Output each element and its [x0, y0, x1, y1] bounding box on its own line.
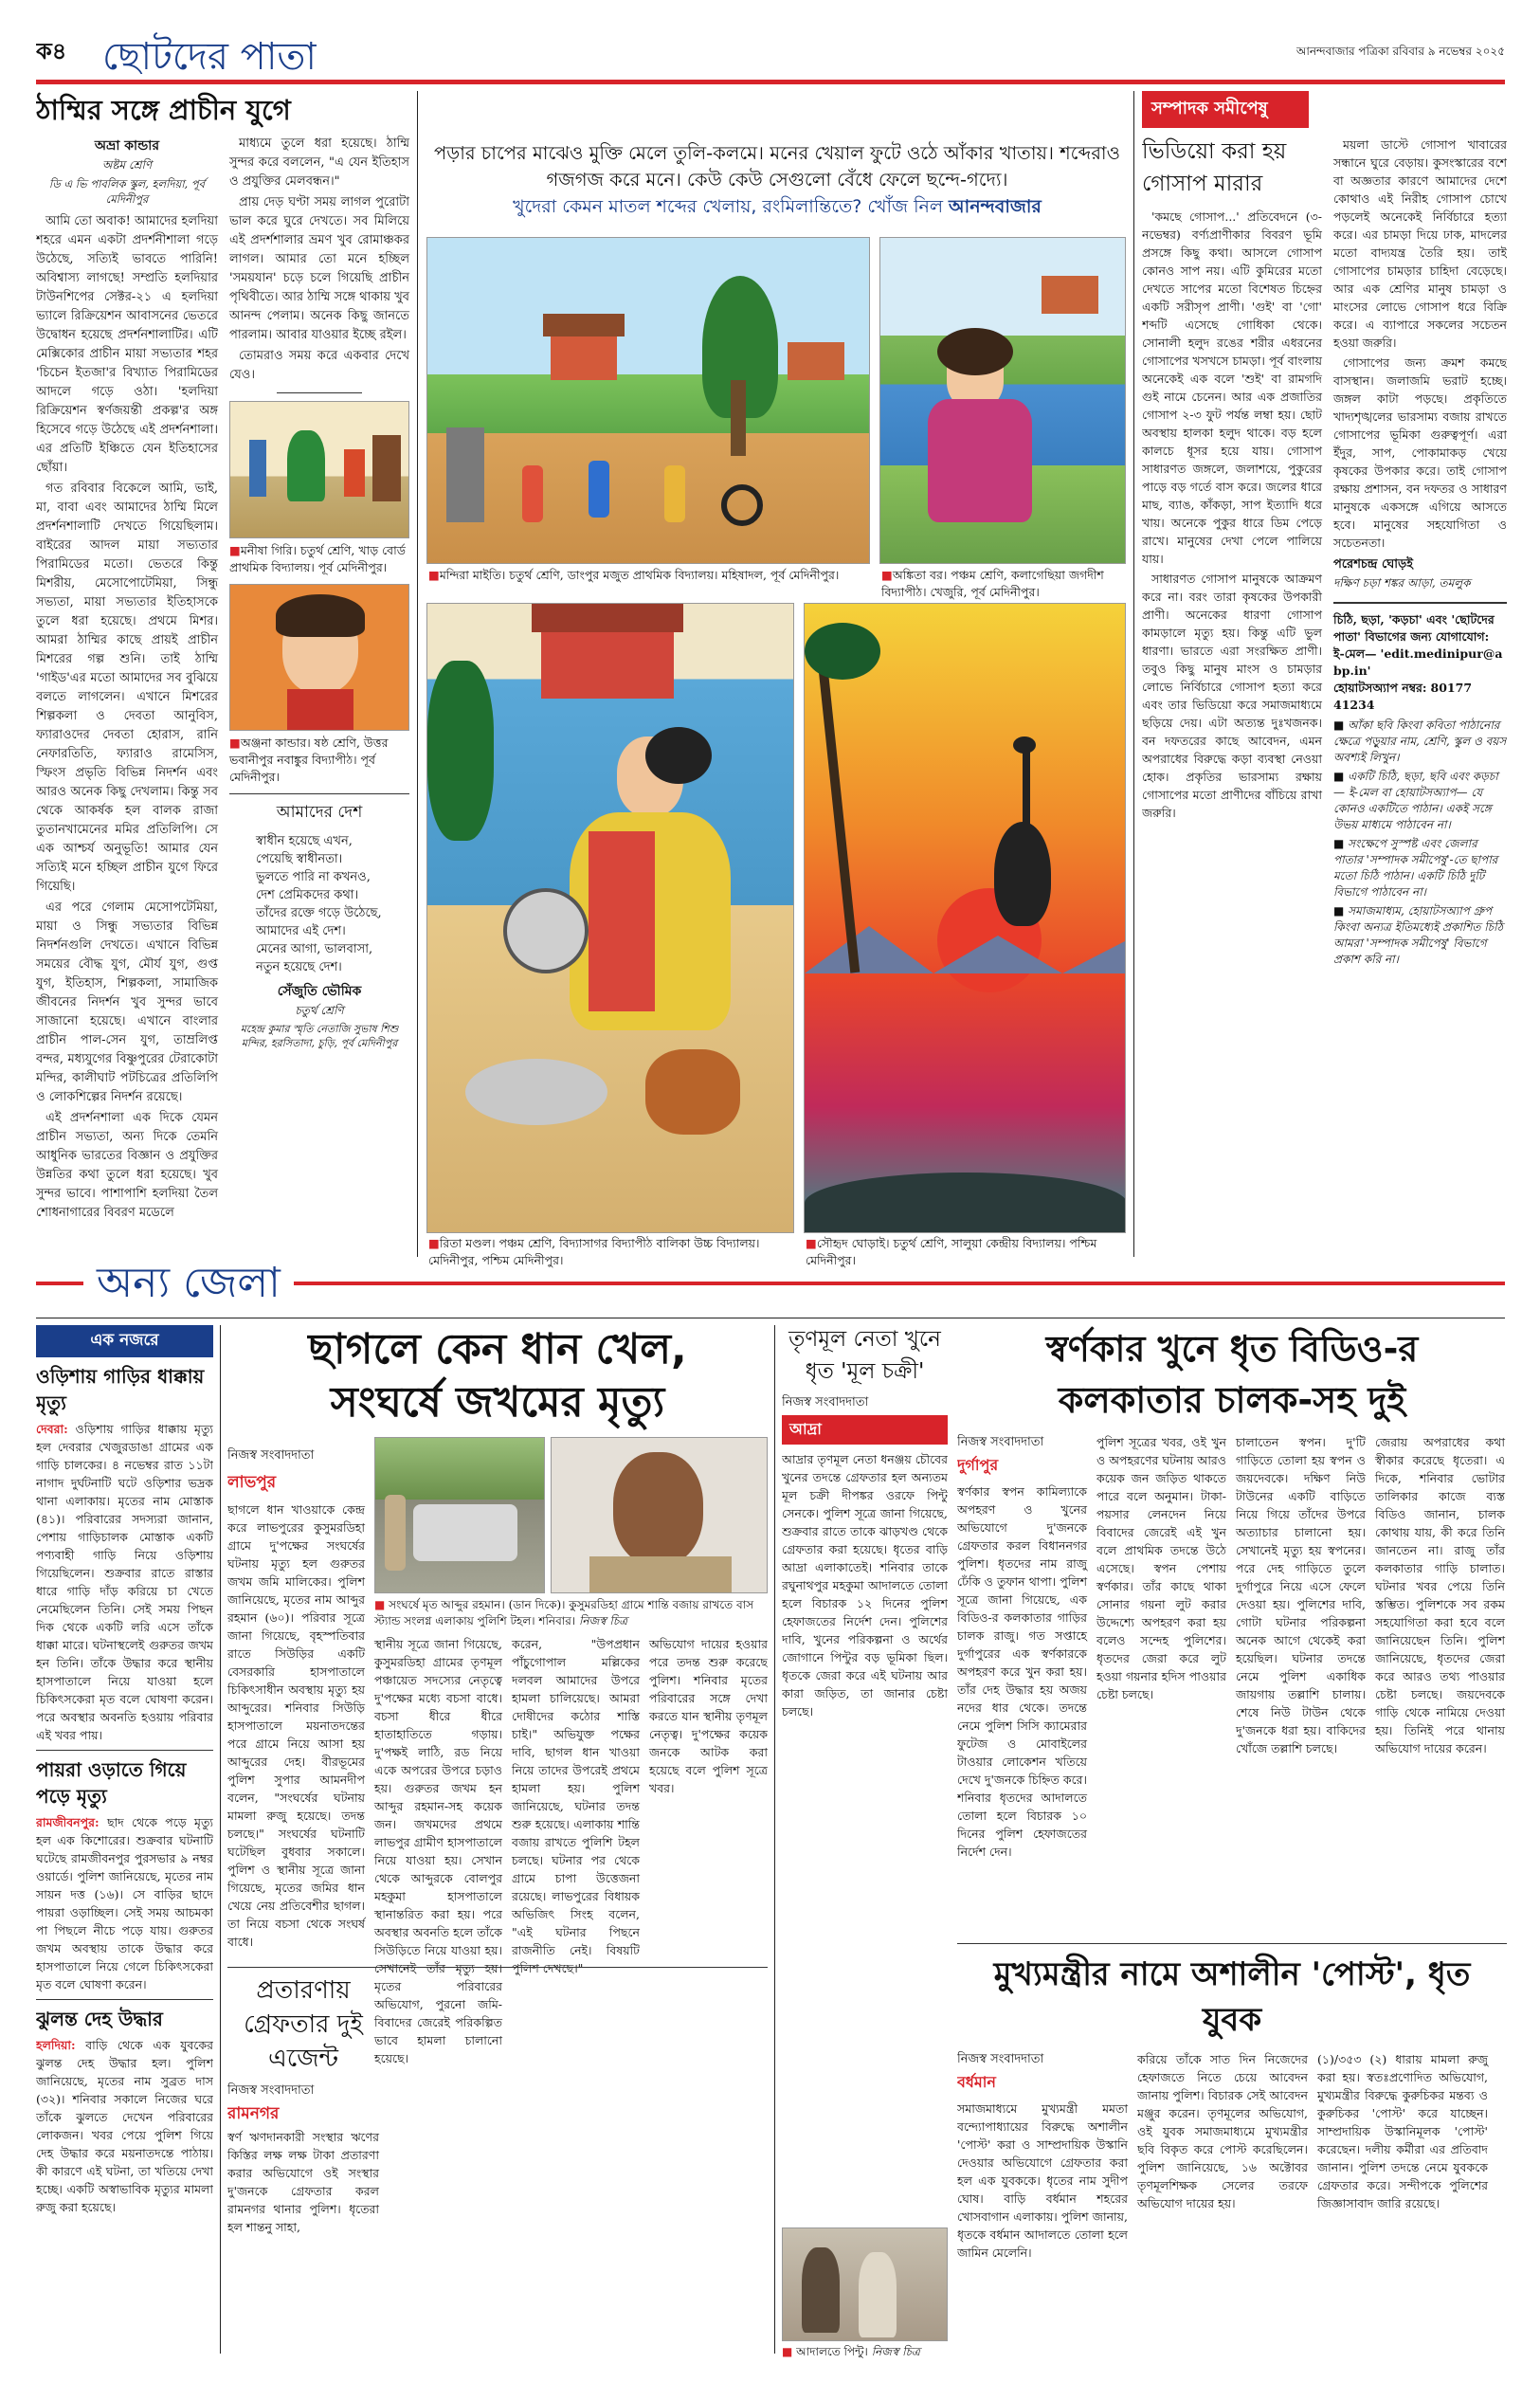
rule-item: ■ একটি চিঠি, ছড়া, ছবি এবং কড়চা— ই-মেল বা হোয়াটসঅ্যাপ— যে কোনও একটিতে পাঠান। একই সঙ্গে উভয় মাধ্যমে পাঠাবেন না। [1333, 770, 1498, 831]
trinamool-headline: তৃণমূল নেতা খুনে ধৃত 'মূল চক্রী' [788, 1327, 941, 1384]
photo-caption-text: আদালতে পিন্টু। [796, 2345, 868, 2358]
child-painting-village [229, 401, 409, 538]
photo-credit: নিজস্ব চিত্র [871, 2345, 920, 2358]
brief-body: ছাদ থেকে পড়ে মৃত্যু হল এক কিশোরের। শুক্রবার ঘটনাটি ঘটেছে রামজীবনপুর পুরসভার ৯ নম্বর ওয়ার্ডে। পুলিশ জানিয়েছে, মৃতের নাম সায়ন দত্ত (১৬)। সে বাড়ির ছাদে পায়রা ওড়াচ্ছিল। সেই সময় আচমকা পা পিছলে নীচে পড়ে যায়। গুরুতর জখম অবস্থায় তাকে উদ্ধার করে হাসপাতালে নিয়ে গেলে চিকিৎসকেরা মৃত বলে ঘোষণা করেন। [36, 1815, 213, 1991]
child-painting-portrait [229, 584, 409, 731]
rule-item: ■ সমাজমাধ্যম, হোয়াটসঅ্যাপ গ্রুপ কিংবা অন্যত্র ইতিমধ্যেই প্রকাশিত চিঠি আমরা 'সম্পাদক সমীপেষু' বিভাগে প্রকাশ করি না। [1333, 904, 1503, 966]
section2-title: অন্য জেলা [83, 1257, 294, 1310]
whatsapp-number[interactable]: 80177 41234 [1333, 681, 1473, 712]
goldsmith-body: স্বর্ণকার স্বপন কামিল্যাকে অপহরণ ও খুনের অভিযোগে দু'জনকে গ্রেফতার করল বিধাননগর পুলিশ। ধৃতদের নাম রাজু ঢেঁকি ও তুফান থাপা। পুলিশ সূত্রে জানা গিয়েছে, এক বিডিও-র কলকাতার গাড়ির চালক রাজু। গত সপ্তাহে দুর্গাপুরের এক স্বর্ণকারকে অপহরণ করে খুন করা হয়। তাঁর দেহ উদ্ধার হয় অজয় নদের ধার থেকে। তদন্তে নেমে পুলিশ সিসি ক্যামেরার ফুটেজ ও মোবাইলের টাওয়ার লোকেশন খতিয়ে দেখে দু'জনকে চিহ্নিত করে। শনিবার ধৃতদের আদালতে তোলা হলে বিচারক ১০ দিনের পুলিশ হেফাজতের নির্দেশ দেন। [957, 1484, 1087, 1859]
intro-block [426, 140, 1128, 235]
painting-caption: ■ রিতা মণ্ডল। পঞ্চম শ্রেণি, বিদ্যাসাগর বিদ্যাপীঠ বালিকা উচ্চ বিদ্যালয়। মেদিনীপুর, পশ্চিম মেদিনীপুর। [428, 1235, 796, 1269]
goldsmith-reporter: নিজস্ব সংবাদদাতা [957, 1435, 1044, 1449]
story-author-class: অষ্টম শ্রেণি [101, 158, 153, 172]
story-author: অভ্রা কান্ডার [94, 138, 160, 154]
section-title: ছোটদের পাতা [102, 35, 317, 74]
whatsapp-label: হোয়াটসঅ্যাপ নম্বর: [1333, 681, 1427, 695]
poem-line: স্বাধীন হয়েছে এখন, [256, 834, 353, 848]
header-rule [36, 80, 1505, 84]
poem-title: আমাদের দেশ [276, 803, 363, 822]
poem-author-class: চতুর্থ শ্রেণি [295, 1004, 344, 1017]
cm-dateline: বর্ধমান [957, 2073, 996, 2091]
child-painting-sunset-bird [804, 603, 1126, 1233]
brief-body: ওড়িশায় গাড়ির ধাক্কায় মৃত্যু হল দেবরার খেজুরডাঙা গ্রামের এক গাড়ি চালকের। ৪ নভেম্বর রাত ১১টা নাগাদ দুর্ঘটনাটি ঘটে ওড়িশার ভদ্রক থানা এলাকায়। মৃতের নাম মোস্তাক (৪১)। পরিবারের সদস্যরা জানান, পেশায় গাড়িচালক মোস্তাক একটি পণ্যবাহী গাড়ি নিয়ে ওড়িশায় গিয়েছিলেন। শুক্রবার রাতে রাস্তার ধারে গাড়ি দাঁড় করিয়ে চা খেতে নেমেছিলেন তিনি। সেই সময় পিছন দিক থেকে একটি লরি এসে তাঁকে ধাক্কা মারে। ঘটনাস্থলেই গুরুতর জখম হন তিনি। তাঁকে উদ্ধার করে স্থানীয় হাসপাতালে নিয়ে যাওয়া হলে চিকিৎসকেরা মৃত বলে ঘোষণা করেন। পরে অবস্থার অবনতি হওয়ায় পরিবার এই খবর পায়। [36, 1422, 213, 1742]
story-fraud [227, 1967, 768, 2358]
letter-para: সাধারণত গোসাপ মানুষকে আক্রমণ করে না। বরং তারা কৃষকের উপকারী প্রাণী। অনেকের ধারণা গোসাপ কামড়ালে মৃত্যু হয়। কিন্তু এটি ভুল ধারণা। ভারতে এরা সংরক্ষিত প্রাণী। তবুও কিছু মানুষ মাংস ও চামড়ার লোভে নির্বিচারে গোসাপ হত্যা করে এবং তার ভিডিয়ো করে সমাজমাধ্যমে ছড়িয়ে দেয়। এটা অত্যন্ত দুঃখজনক। বন দফতরের কাছে আবেদন, এমন অপরাধের বিরুদ্ধে কড়া ব্যবস্থা নেওয়া হোক। প্রকৃতির ভারসাম্য রক্ষায় গোসাপের মতো প্রাণীদের বাঁচিয়ে রাখা জরুরি। [1142, 572, 1322, 820]
goldsmith-body: পুলিশ সূত্রের খবর, ওই খুন ও অপহরণের ঘটনায় আরও কয়েক জন জড়িত থাকতে পারে বলে অনুমান। টাকা-পয়সার লেনদেন নিয়ে বিবাদের জেরেই এই খুন বলে প্রাথমিক তদন্তে উঠে এসেছে। স্বপন পেশায় স্বর্ণকার। তাঁর কাছে থাকা সোনার গয়না লুট করার উদ্দেশ্যে অপহরণ করা হয় বলেও সন্দেহ পুলিশের। ধৃতদের জেরা করে লুট হওয়া গয়নার হদিস পাওয়ার চেষ্টা চলছে। [1096, 1435, 1226, 1701]
brief-place: রামজীবনপুর: [36, 1815, 100, 1829]
story-para: আমি তো অবাক! আমাদের হলদিয়া শহরে এমন একটা প্রদর্শনীশালা গড়ে উঠেছে, সত্যিই ভাবতে পারিনি! অবিশ্বাস্য লাগছে! সম্প্রতি হলদিয়ার টাউনশিপের সেক্টর-২১ এ হলদিয়া ভ্যালে রিক্রিয়েশন আবাসনের ভেতরে উদ্বোধন হয়েছে প্রদর্শনশালাটির। এটি মেক্সিকোর প্রাচীন মায়া সভ্যতার শহর 'চিচেন ইতজা'র বিখ্যাত পিরামিডের আদলে গড়ে ওঠা। 'হলদিয়া রিক্রিয়েশন স্বর্ণজয়ন্তী প্রকল্প'র অঙ্গ হিসেবে গড়ে উঠেছে এই প্রদর্শনশালা। এর প্রতিটি ইঞ্চিতে যেন ইতিহাসের ছোঁয়া। [36, 214, 218, 475]
letter-signer-place: দক্ষিণ চড়া শঙ্কর আড়া, তমলুক [1333, 576, 1471, 590]
story-author-school: ডি এ ভি পাবলিক স্কুল, হলদিয়া, পূর্ব মেদিনীপুর [48, 177, 206, 206]
letter-para: 'কমছে গোসাপ...' প্রতিবেদনে (৩-নভেম্বর) বর্ণ্যপ্রাণীকার বিবরণ ভূমি প্রসঙ্গে কিছু কথা। আসলে গোসাপ কোনও সাপ নয়। এটি কুমিরের মতো দেখতে সাপের মতো বিশেষত চিহ্নের একটি সরীসৃপ প্রাণী। 'গুই' বা 'গো' শব্দটি এসেছে গোধিকা থেকে। সোনালী হলুদ রঙের শরীর এধরনের গোসাপের খসখসে চামড়া। পূর্ব বাংলায় অনেকেই এক বলে 'শুই' বা রামগদি গুই নামে চেনেন। আর এক প্রজাতির গোসাপ ২-৩ ফুট পর্যন্ত লম্বা হয়। ছোট অবস্থায় হালকা হলুদ থাকে। বড় হলে কালচে ধূসর হয়ে যায়। গোসাপ সাধারণত জঙ্গলে, জলাশয়ে, পুকুরের পাড়ে বড় গর্তে বাস করে। জলের ধারে মাছ, ব্যাঙ, কাঁকড়া, সাপ ইত্যাদি ধরে খায়। অনেকে পুকুর ধারে ডিম পেড়ে রাখে। মানুষের দেখা পেলে পালিয়ে যায়। [1142, 209, 1322, 566]
story-para: গত রবিবার বিকেলে আমি, ভাই, মা, বাবা এবং আমাদের ঠাম্মি মিলে প্রদর্শনশালাটি দেখতে গিয়েছিলাম। বাইরের আদল মায়া সভ্যতার পিরামিডের মতো। ভেতরে কিন্তু মিশরীয়, মেসোপোটেমিয়া, সিন্ধু সভ্যতা, মায়া সভ্যতার ইতিহাসকে তুলে ধরা হয়েছে। প্রথমে মিশর। আমরা ঠাম্মির কাছে প্রায়ই প্রাচীন মিশরের গল্প শুনি। তাই ঠাম্মি 'গাইড'এর মতো আমাদের সব বুঝিয়ে বলতে লাগলেন। এখানে মিশরের শিল্পকলা ও দেবতা আনুবিস, ফ্যারাওদের দেবতা হোরাস, রানি নেফারতিতি, ফ্যারাও রামেসিস, স্ফিংস প্রভৃতি বিভিন্ন নিদর্শন এবং আরও অনেক কিছু দেখলাম। কিন্তু সব থেকে আকর্ষক হল বালক রাজা তুতানখামেনের মমির প্রতিলিপি। সে এক আশ্চর্য অনুভূতি! আমার যেন সত্যিই মনে হচ্ছিল প্রাচীন যুগে ফিরে গিয়েছি। [36, 482, 218, 894]
photo-victim [551, 1437, 768, 1593]
goldsmith-body: জেরায় অপরাধের কথা স্বীকার করেছে ধৃতেরা। এ দিকে, শনিবার ভোটার তালিকার কাজে ব্যস্ত বিডিও জানান, চালক কোথায় যায়, কী করে তিনি জানতেন না। রাজু তাঁর কলকাতার গাড়ি চালাত। ঘটনার খবর পেয়ে তিনি স্তম্ভিত। পুলিশকে সব রকম সহযোগিতা করা হবে বলে জানিয়েছেন তিনি। পুলিশ জানিয়েছে, ধৃতদের জেরা করে আরও তথ্য পাওয়ার চেষ্টা চলছে। জয়দেবকে গাড়ি থেকে নামিয়ে দেওয়া হয়। তিনিই পরে থানায় অভিযোগ দায়ের করেন। [1375, 1435, 1505, 1755]
photo-caption: সংঘর্ষে মৃত আব্দুর রহমান। (ডান দিকে)। কুসুমরডিহা গ্রামে শান্তি বজায় রাখতে বাস স্ট্যান্ড সংলগ্ন এলাকায় পুলিশি টহল। শনিবার। [374, 1598, 754, 1627]
brief-headline: ওড়িশায় গাড়ির ধাক্কায় মৃত্যু [36, 1365, 205, 1414]
poem-line: দেশ প্রেমিকদের কথা। [256, 888, 359, 902]
poem-author: সেঁজুতি ভৌমিক [277, 984, 362, 999]
goat-body: ছাগলে ধান খাওয়াকে কেন্দ্র করে লাভপুরের কুসুমরডিহা গ্রামে দু'পক্ষের সংঘর্ষের ঘটনায় মৃত্যু হল গুরুতর জখম জমি মালিকের। পুলিশ জানিয়েছে, মৃতের নাম আব্দুর রহমান (৬০)। পরিবার সূত্রে জানা গিয়েছে, বৃহস্পতিবার রাতে সিউড়ির একটি বেসরকারি হাসপাতালে চিকিৎসাধীন অবস্থায় মৃত্যু হয় আব্দুরের। শনিবার সিউড়ি হাসপাতালে ময়নাতদন্তের পরে গ্রামে নিয়ে আসা হয় আব্দুরের দেহ। বীরভূমের পুলিশ সুপার আমনদীপ বলেন, "সংঘর্ষের ঘটনায় মামলা রুজু হয়েছে। তদন্ত চলছে।" সংঘর্ষের ঘটনাটি ঘটেছিল বুধবার সকালে। পুলিশ ও স্থানীয় সূত্রে জানা গিয়েছে, মৃতের জমির ধান খেয়ে নেয় প্রতিবেশীর ছাগল। তা নিয়ে বচসা থেকে সংঘর্ষ বাধে। [227, 1502, 365, 1949]
poem-line: মেনের আগা, ভালবাসা, [256, 942, 373, 956]
cm-body: (১)/৩৫৩ (২) ধারায় মামলা রুজু করা হয়। স্বতঃপ্রণোদিত অভিযোগ, মুখ্যমন্ত্রীর বিরুদ্ধে কুরুচিকর মন্তব্য ও কুরুচিকর 'পোস্ট' করে যাচ্ছেন। সাম্প্রদায়িক উস্কানিমূলক 'পোস্ট' করেছেন। দলীয় কর্মীরা এর প্রতিবাদ জানান। পুলিশ তদন্তে নেমে যুবককে গ্রেফতার করে। সন্দীপকে পুলিশের জিজ্ঞাসাবাদ জারি রয়েছে। [1317, 2052, 1488, 2210]
fraud-dateline: রামনগর [227, 2104, 280, 2123]
story-para: তোমরাও সময় করে একবার দেখে যেও। [229, 349, 409, 382]
photo-police-patrol [374, 1437, 545, 1593]
story-goldsmith [957, 1323, 1507, 1939]
intro-text: পড়ার চাপের মাঝেও মুক্তি মেলে তুলি-কলমে। মনের খেয়াল ফুটে ওঠে আঁকার খাতায়। শব্দেরাও গজগজ করে মনে। কেউ কেউ সেগুলো বেঁধে ফেলে ছন্দে-গদ্যে। [434, 142, 1120, 191]
ek-nojore [36, 1325, 213, 2358]
paper-dateline: আনন্দবাজার পত্রিকা রবিবার ৯ নভেম্বর ২০২৫ [1295, 45, 1505, 58]
column-divider [774, 1325, 775, 2354]
painting-caption: ■ মনীষা গিরি। চতুর্থ শ্রেণি, খাড় বোর্ড প্রাথমিক বিদ্যালয়। পূর্ব মেদিনীপুর। [229, 542, 409, 576]
rule-item: ■ সংক্ষেপে সুস্পষ্ট এবং জেলার পাতার 'সম্পাদক সমীপেষু'-তে ছাপার মতো চিঠি পাঠান। একটি চিঠি দুটি বিভাগে পাঠাবেন না। [1333, 837, 1498, 899]
intro-brand: আনন্দবাজার [949, 196, 1042, 217]
letter-signer: পরেশচন্দ্র ঘোড়ই [1333, 557, 1414, 572]
painting-caption: ■ সৌহৃদ ঘোড়াই। চতুর্থ শ্রেণি, সালুয়া কেন্দ্রীয় বিদ্যালয়। পশ্চিম মেদিনীপুর। [806, 1235, 1126, 1269]
fraud-headline: প্রতারণায় গ্রেফতার দুই এজেন্ট [244, 1976, 363, 2073]
story-ancient [36, 91, 410, 1262]
intro-subline: খুদেরা কেমন মাতল শব্দের খেলায়, রংমিলান্তিতে? খোঁজ নিল [513, 196, 950, 217]
poem-line: তাঁদের রক্তে গড়ে উঠেছে, [256, 906, 382, 920]
painting-caption: ■ অঞ্জনা কান্ডার। ষষ্ঠ শ্রেণি, উত্তর ভবানীপুর নবাঙ্কুর বিদ্যাপীঠ। পূর্ব মেদিনীপুর। [229, 735, 409, 786]
painting-caption: ■ মন্দিরা মাইতি। চতুর্থ শ্রেণি, ডাংপুর মজুত প্রাথমিক বিদ্যালয়। মহিষাদল, পূর্ব মেদিনীপুর। [428, 567, 874, 584]
column-divider [1133, 91, 1134, 1257]
email-label: ই-মেল— [1333, 646, 1377, 661]
goldsmith-dateline: দুর্গাপুর [957, 1456, 999, 1474]
story-para: মাধ্যমে তুলে ধরা হয়েছে। ঠাম্মি সুন্দর করে বললেন, "এ যেন ইতিহাস ও প্রযুক্তির মেলবন্ধন।" [229, 136, 409, 189]
cm-body: করিয়ে তাঁকে সাত দিন নিজেদের হেফাজতে নিতে চেয়ে আবেদন জানায় পুলিশ। বিচারক সেই আবেদন মঞ্জুর করেন। তৃণমূলের অভিযোগ, ওই যুবক সমাজমাধ্যমে মুখ্যমন্ত্রীর ছবি বিকৃত করে পোস্ট করেছিলেন। পুলিশ জানিয়েছে, ১৬ অক্টোবর তৃণমূলশিক্ষক সেলের তরফে অভিযোগ দায়ের হয়। [1137, 2052, 1308, 2210]
submission-rules [1333, 718, 1507, 968]
cm-body: সমাজমাধ্যমে মুখ্যমন্ত্রী মমতা বন্দ্যোপাধ্যায়ের বিরুদ্ধে অশালীন 'পোস্ট' করা ও সাম্প্রদায়িক উস্কানি দেওয়ার অভিযোগে গ্রেফতার করা হল এক যুবককে। ধৃতের নাম সুদীপ ঘোষ। বাড়ি বর্ধমান শহরের খোসবাগান এলাকায়। পুলিশ জানায়, ধৃতকে বর্ধমান আদালতে তোলা হলে জামিন মেলেনি। [957, 2101, 1128, 2260]
editor-label: সম্পাদক সমীপেষু [1142, 91, 1309, 128]
poem-author-school: মহেন্দ্র কুমার স্মৃতি নেতাজি সুভাষ শিশু মন্দির, হরসিতাদা, চুড়ি, পূর্ব মেদিনীপুর [240, 1023, 399, 1049]
fraud-body: স্বর্ণ ঋণদানকারী সংস্থার ঋণের কিস্তির লক্ষ লক্ষ টাকা প্রতারণা করার অভিযোগে ওই সংস্থার দু'জনকে গ্রেফতার করল রামনগর থানার পুলিশ। ধৃতেরা হল শান্তনু সাহা, [227, 2130, 379, 2234]
rule-item: ■ আঁকা ছবি কিংবা কবিতা পাঠানোর ক্ষেত্রে পড়ুয়ার নাম, শ্রেণি, স্কুল ও বয়স অবশ্যই লিখুন। [1333, 718, 1507, 764]
letter-title: ভিডিয়ো করা হয় গোসাপ মারার [1142, 139, 1287, 196]
goat-body: করেন, "উপপ্রধান পাঁচুগোপাল মল্লিকের দলবল আমাদের উপরে হামলা চালিয়েছে। আমরা দোষীদের কঠোর শাস্তি চাই।" অভিযুক্ত পক্ষের দাবি, ছাগল ধান খাওয়া নিয়ে তাদের উপরেই প্রথমে হামলা হয়। পুলিশ জানিয়েছে, ঘটনার তদন্ত শুরু হয়েছে। এলাকায় শান্তি বজায় রাখতে পুলিশি টহল চলছে। ঘটনার পর থেকে গ্রামে চাপা উত্তেজনা রয়েছে। লাভপুরের বিধায়ক অভিজিৎ সিংহ বলেন, "এই ঘটনার পিছনে রাজনীতি নেই। বিষয়টি পুলিশ দেখছে।" [512, 1637, 640, 1975]
story-para: এই প্রদর্শনশালা এক দিকে যেমন প্রাচীন সভ্যতা, অন্য দিকে তেমনি আধুনিক ভারতের বিজ্ঞান ও প্রযুক্তির উন্নতির কথা তুলে ধরা হয়েছে। খুব সুন্দর ভাবে। পাশাপাশি হলদিয়া তৈল শোধনাগারের বিবরণ মডেলে [36, 1111, 218, 1220]
letter-para: গোসাপের জন্য ক্রমশ কমছে বাসস্থান। জলাজমি ভরাট হচ্ছে। জঙ্গল কাটা পড়ছে। প্রকৃতিতে খাদ্যশৃঙ্খলের ভারসাম্য বজায় রাখতে গোসাপের ভূমিকা গুরুত্বপূর্ণ। এরা ইঁদুর, সাপ, পোকামাকড় খেয়ে কৃষকের উপকার করে। তাই গোসাপ রক্ষায় প্রশাসন, বন দফতর ও সাধারণ মানুষকে একসঙ্গে এগিয়ে আসতে হবে। মানুষের সহযোগিতা ও সচেতনতা। [1333, 355, 1507, 550]
photo-credit: নিজস্ব চিত্র [578, 1614, 628, 1627]
letter-para: ময়লা ডাস্টে গোসাপ খাবারের সন্ধানে ঘুরে বেড়ায়। কুসংস্কারের বশে বা অজ্ঞতার কারণে আমাদের দেশে কোথাও এই নিরীহ গোসাপ চোখে পড়লেই অনেকেই নির্বিচারে হত্যা করে। এর চামড়া দিয়ে ঢাক, মাদলের মতো বাদ্যযন্ত্র তৈরি হয়। তাই গোসাপের চামড়ার চাহিদা বেড়েছে। আর এক শ্রেণির মানুষ চামড়া ও মাংসের লোভে গোসাপ ধরে বিক্রি করে। এ ব্যাপারে সকলের সচেতন হওয়া জরুরি। [1333, 137, 1507, 350]
story-cm [957, 1943, 1507, 2358]
brief-place: হলদিয়া: [36, 2038, 76, 2052]
poem-line: পেয়েছি স্বাধীনতা। [256, 852, 343, 866]
photo-court [782, 2227, 948, 2341]
brief-body: বাড়ি থেকে এক যুবকের ঝুলন্ত দেহ উদ্ধার হল। পুলিশ জানিয়েছে, মৃতের নাম সুব্রত দাস (৩২)। শনিবার সকালে নিজের ঘরে তাঁকে ঝুলতে দেখেন পরিবারের লোকজন। খবর পেয়ে পুলিশ গিয়ে দেহ উদ্ধার করে ময়নাতদন্তে পাঠায়। কী কারণে এই ঘটনা, তা খতিয়ে দেখা হচ্ছে। একটি অস্বাভাবিক মৃত্যুর মামলা রুজু করা হয়েছে। [36, 2038, 213, 2214]
page-header [36, 27, 1505, 74]
fraud-reporter: নিজস্ব সংবাদদাতা [227, 2083, 315, 2098]
goat-body: স্থানীয় সূত্রে জানা গিয়েছে, কুসুমরডিহা গ্রামের তৃণমূল পঞ্চায়েত সদস্যের নেতৃত্বে দু'পক্ষের মধ্যে বচসা বাধে। বচসা ধীরে ধীরে হাতাহাতিতে গড়ায়। দু'পক্ষই লাঠি, রড নিয়ে একে অপরের উপরে চড়াও হয়। গুরুতর জখম হন আব্দুর রহমান-সহ কয়েক জন। জখমদের প্রথমে লাভপুর গ্রামীণ হাসপাতালে নিয়ে যাওয়া হয়। সেখান থেকে আব্দুরকে বোলপুর মহকুমা হাসপাতালে স্থানান্তরিত করা হয়। পরে অবস্থার অবনতি হলে তাঁকে সিউড়িতে নিয়ে যাওয়া হয়। সেখানেই তাঁর মৃত্যু হয়। মৃতের পরিবারের অভিযোগ, পুরনো জমি-বিবাদের জেরেই পরিকল্পিত ভাবে হামলা চালানো হয়েছে। [374, 1637, 502, 2065]
poem-line: ভুলতে পারি না কখনও, [256, 870, 371, 884]
goat-dateline: লাভপুর [227, 1473, 277, 1492]
poem-body [229, 832, 409, 976]
brief-headline: পায়রা ওড়াতে গিয়ে পড়ে মৃত্যু [36, 1758, 187, 1808]
trinamool-dateline: আদ্রা [782, 1415, 948, 1445]
editor-section [1142, 91, 1507, 1262]
brief-headline: ঝুলন্ত দেহ উদ্ধার [36, 2008, 163, 2030]
contact-title: চিঠি, ছড়া, 'কড়চা' এবং 'ছোটদের পাতা' বিভাগের জন্য যোগাযোগ: [1333, 612, 1495, 644]
poem-line: নতুন হয়েছে দেশ। [256, 960, 342, 974]
child-painting-village-woman [426, 603, 794, 1233]
child-painting-road [426, 237, 870, 564]
brief-place: দেবরা: [36, 1422, 68, 1436]
cm-reporter: নিজস্ব সংবাদদাতা [957, 2052, 1044, 2066]
goldsmith-body: চালাতেন স্বপন। দু'টি গাড়িতে তোলা হয় স্বপন ও জয়দেবকে। দক্ষিণ নিউ টাউনের একটি বাড়িতে নিয়ে গিয়ে তাঁদের উপরে অত্যাচার চালানো হয়। সেখানেই মৃত্যু হয় স্বপনের। পরে দেহ গাড়িতে তুলে দুর্গাপুরে নিয়ে এসে ফেলে দেওয়া হয়। পুলিশের দাবি, গোটা ঘটনার পরিকল্পনা অনেক আগে থেকেই করা হয়েছিল। ঘটনার তদন্তে নেমে পুলিশ একাধিক জায়গায় তল্লাশি চালায়। শেষে নিউ টাউন থেকে দু'জনকে ধরা হয়। বাকিদের খোঁজে তল্লাশি চলছে। [1236, 1435, 1366, 1755]
ek-nojore-label: এক নজরে [36, 1325, 213, 1357]
story-trinamool [782, 1323, 948, 2358]
cm-headline: মুখ্যমন্ত্রীর নামে অশালীন 'পোস্ট', ধৃত যুবক [993, 1955, 1471, 2039]
trinamool-reporter: নিজস্ব সংবাদদাতা [782, 1395, 869, 1409]
email-address[interactable]: 'edit.medinipur@abp.in' [1333, 646, 1503, 678]
goat-body: অভিযোগ দায়ের হওয়ার পরে তদন্ত শুরু করেছে পুলিশ। শনিবার মৃতের পরিবারের সঙ্গে দেখা করতে যান স্থানীয় তৃণমূল নেতৃত্ব। দু'পক্ষের কয়েক জনকে আটক করা হয়েছে বলে পুলিশ সূত্রে খবর। [649, 1637, 768, 1795]
poem-line: আমাদের এই দেশ। [256, 924, 346, 938]
column-divider [417, 91, 418, 1257]
page-number: ক৪ [36, 38, 67, 64]
story-para: প্রায় দেড় ঘণ্টা সময় লাগল পুরোটা ভাল করে ঘুরে দেখতে। সব মিলিয়ে এই প্রদর্শশালার ভ্রমণ খুব রোমাঞ্চকর লাগল। আমার তো মনে হচ্ছিল 'সময়যান' চড়ে চলে গিয়েছি প্রাচীন পৃথিবীতে। আর ঠাম্মি সঙ্গে থাকায় খুব আনন্দ পেলাম। অনেক কিছু জানতে পারলাম। আবার যাওয়ার ইচ্ছে রইল। [229, 195, 409, 342]
story-para: এর পরে গেলাম মেসোপটেমিয়া, মায়া ও সিন্ধু সভ্যতার বিভিন্ন নিদর্শনগুলি দেখতে। এখানে বিভিন্ন সময়ের বৌদ্ধ যুগ, মৌর্য যুগ, গুপ্ত যুগ, ইতিহাস, শিল্পকলা, সামাজিক জীবনের নিদর্শন খুব সুন্দর ভাবে সাজানো হয়েছে। এখানে বাংলার প্রাচীন পাল-সেন যুগ, তাম্রলিপ্ত বন্দর, মধ্যযুগের বিষ্ণুপুরের টেরাকোটা মন্দির, কালীঘাট পটচিত্রের প্রতিলিপি ও লোকশিল্পের নিদর্শন রয়েছে। [36, 900, 218, 1104]
goldsmith-headline: স্বর্ণকার খুনে ধৃত বিডিও-র কলকাতার চালক-সহ দুই [1045, 1328, 1419, 1421]
goat-headline: ছাগলে কেন ধান খেল, সংঘর্ষে জখমের মৃত্যু [308, 1325, 687, 1427]
trinamool-body: আদ্রার তৃণমূল নেতা ধনঞ্জয় চৌবের খুনের তদন্তে গ্রেফতার হল অন্যতম মূল চক্রী দীপঙ্কর ওরফে পিন্টু সেনকে। পুলিশ সূত্রে জানা গিয়েছে, শুক্রবার রাতে তাকে ঝাড়খণ্ড থেকে গ্রেফতার করা হয়েছে। ধৃতের বাড়ি আদ্রা এলাকাতেই। শনিবার তাকে রঘুনাথপুর মহকুমা আদালতে তোলা হলে বিচারক ১২ দিনের পুলিশ হেফাজতের নির্দেশ দেন। পুলিশের দাবি, খুনের পরিকল্পনা ও অর্থের জোগানে পিন্টুর বড় ভূমিকা ছিল। ধৃতকে জেরা করে এই ঘটনায় আর কারা জড়িত, তা জানার চেষ্টা চলছে। [782, 1452, 948, 1718]
story-title: ঠাম্মির সঙ্গে প্রাচীন যুগে [36, 94, 291, 126]
goat-reporter: নিজস্ব সংবাদদাতা [227, 1448, 315, 1463]
column-divider [220, 1325, 221, 2354]
photo-caption [782, 2343, 948, 2360]
painting-caption: ■ অঙ্কিতা বর। পঞ্চম শ্রেণি, কলাগেছিয়া জগদীশ বিদ্যাপীঠ। খেজুরি, পূর্ব মেদিনীপুর। [881, 567, 1126, 601]
child-painting-riverbank [879, 237, 1126, 564]
